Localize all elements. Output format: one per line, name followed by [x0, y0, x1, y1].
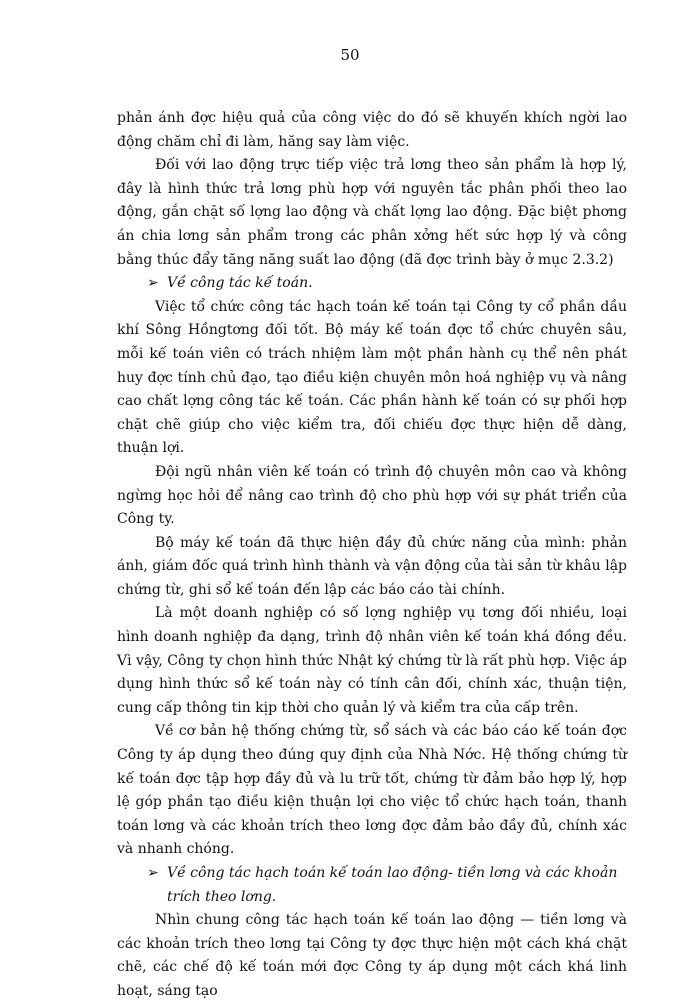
arrow-bullet-icon: ➢	[147, 865, 159, 881]
section-heading-accounting	[117, 272, 627, 296]
paragraph: Nhìn chung công tác hạch toán kế toán lao động — tiền lơng và các khoản trích theo lơng tại Công ty đợc thực hiện một cách khá chặt chẽ, các chế độ kế toán mới đợc Công ty áp dụng một cách khá linh hoạt, sáng tạo	[117, 912, 627, 999]
paragraph: Là một doanh nghiệp có số lợng nghiệp vụ tơng đối nhiều, loại hình doanh nghiệp đa dạng, trình độ nhân viên kế toán khá đồng đều. Vì vậy, Công ty chọn hình thức Nhật ký chứng từ là rất phù hợp. Việc áp dụng hình thức sổ kế toán này có tính cân đối, chính xác, thuận tiện, cung cấp thông tin kịp thời cho quản lý và kiểm tra của cấp trên.	[117, 605, 628, 716]
paragraph: Đội ngũ nhân viên kế toán có trình độ chuyên môn cao và không ngừng học hỏi để nâng cao trình độ cho phù hợp với sự phát triển của Công ty.	[117, 463, 627, 528]
paragraph: Việc tổ chức công tác hạch toán kế toán tại Công ty cổ phần dầu khí Sông Hồngtơng đối tốt. Bộ máy kế toán đợc tổ chức chuyên sâu, mỗi kế toán viên có trách nhiệm làm một phần hành cụ thể nên phát huy đợc tính chủ đạo, tạo điều kiện chuyên môn hoá nghiệp vụ và nâng cao chất lợng công tác kế toán. Các phần hành kế toán có sự phối hợp chặt chẽ giúp cho việc kiểm tra, đối chiếu đợc thực hiện dễ dàng, thuận lợi.	[117, 298, 627, 457]
arrow-bullet-icon: ➢	[147, 275, 159, 292]
paragraph: Về cơ bản hệ thống chứng từ, sổ sách và các báo cáo kế toán đợc Công ty áp dụng theo đúng quy định của Nhà Nớc. Hệ thống chứng từ kế toán đợc tập hợp đầy đủ và lu trữ tốt, chứng từ đảm bảo hợp lý, hợp lệ góp phần tạo điều kiện thuận lợi cho việc tổ chức hạch toán, thanh toán lơng và các khoản trích theo lơng đợc đảm bảo đầy đủ, chính xác và nhanh chóng.	[117, 723, 627, 858]
page-number: 50	[340, 46, 360, 64]
paragraph: Bộ máy kế toán đã thực hiện đầy đủ chức năng của mình: phản ánh, giám đốc quá trình hình thành và vận động của tài sản từ khâu lập chứng từ, ghi sổ kế toán đến lập các báo cáo tài chính.	[117, 534, 627, 598]
paragraph: Đối với lao động trực tiếp việc trả lơng theo sản phẩm là hợp lý, đây là hình thức trả lơng phù hợp với nguyên tắc phân phối theo lao động, gắn chặt số lợng lao động và chất lợng lao động. Đặc biệt phơng án chia lơng sản phẩm trong các phân xởng hết sức hợp lý và công bằng thúc đẩy tăng năng suất lao động (đã đợc trình bày ở mục 2.3.2)	[117, 157, 627, 268]
section-heading-labor-wage	[117, 862, 627, 909]
heading-text: Về công tác hạch toán kế toán lao động- tiền lơng và các khoản trích theo lơng.	[167, 865, 618, 905]
document-body	[117, 107, 627, 1004]
heading-text: Về công tác kế toán.	[167, 275, 313, 292]
paragraph: phản ánh đợc hiệu quả của công việc do đó sẽ khuyến khích ngời lao động chăm chỉ đi làm, hăng say làm việc.	[117, 110, 627, 150]
